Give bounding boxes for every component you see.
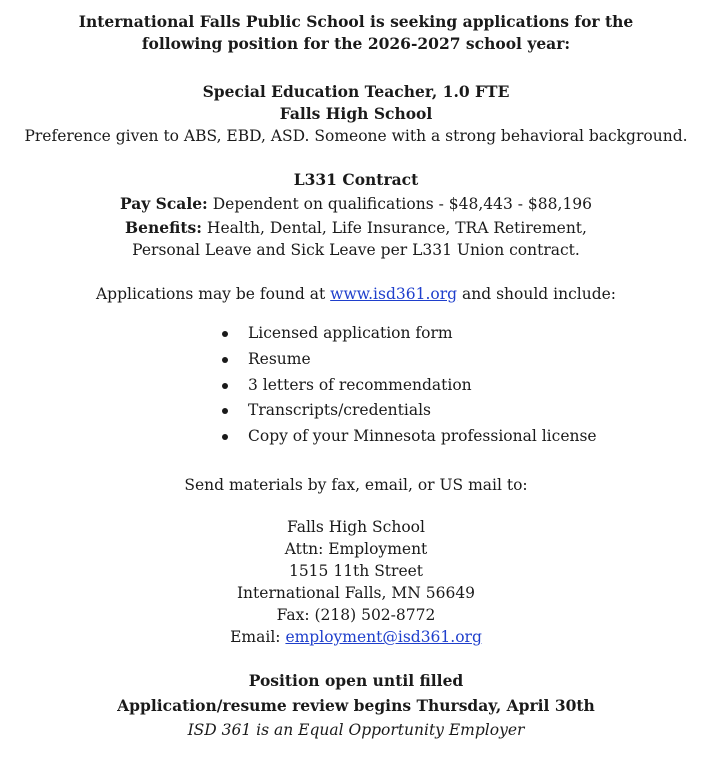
- address-city: International Falls, MN 56649: [236, 583, 476, 602]
- applications-suffix: and should include:: [457, 285, 617, 303]
- pay-scale-value: Dependent on qualifications - $48,443 - $88,196: [207, 195, 593, 213]
- list-item: Copy of your Minnesota professional license: [220, 424, 640, 450]
- address-email: [0, 626, 712, 648]
- benefits: [0, 217, 712, 239]
- position-preference: Preference given to ABS, EBD, ASD. Someone with a strong behavioral background.: [24, 127, 688, 145]
- list-item: Licensed application form: [220, 321, 640, 347]
- list-item: 3 letters of recommendation: [220, 373, 640, 399]
- list-item: Transcripts/credentials: [220, 398, 640, 424]
- benefits-label: Benefits:: [125, 218, 202, 237]
- contract-name: L331 Contract: [293, 170, 419, 189]
- benefits-line-2: Personal Leave and Sick Leave per L331 Union contract.: [132, 241, 580, 259]
- school-name: Falls High School: [279, 104, 433, 123]
- benefits-value: Health, Dental, Life Insurance, TRA Retirement,: [202, 219, 587, 237]
- pay-scale: [0, 191, 712, 217]
- review-date-note: Application/resume review begins Thursday, April 30th: [117, 695, 595, 715]
- header-line-1: International Falls Public School is seeking applications for the: [78, 12, 634, 31]
- website-link[interactable]: www.isd361.org: [330, 285, 458, 303]
- send-instructions: Send materials by fax, email, or US mail to:: [184, 475, 528, 494]
- position-title: Special Education Teacher, 1.0 FTE: [202, 82, 510, 101]
- requirements-list: [0, 321, 640, 450]
- email-label: Email:: [230, 627, 286, 646]
- address-name: Falls High School: [287, 517, 425, 536]
- email-link[interactable]: employment@isd361.org: [285, 627, 482, 646]
- address-attn: Attn: Employment: [284, 539, 428, 558]
- address-street: 1515 11th Street: [288, 561, 424, 580]
- applications-prefix: Applications may be found at: [95, 285, 331, 303]
- address-fax: Fax: (218) 502-8772: [276, 605, 436, 624]
- applications-line: [0, 283, 712, 305]
- eoe-statement: ISD 361 is an Equal Opportunity Employer: [187, 720, 525, 739]
- list-item: Resume: [220, 347, 640, 373]
- header-line-2: following position for the 2026-2027 school year:: [141, 34, 571, 53]
- position-open-note: Position open until filled: [248, 670, 464, 690]
- pay-scale-label: Pay Scale:: [119, 194, 208, 213]
